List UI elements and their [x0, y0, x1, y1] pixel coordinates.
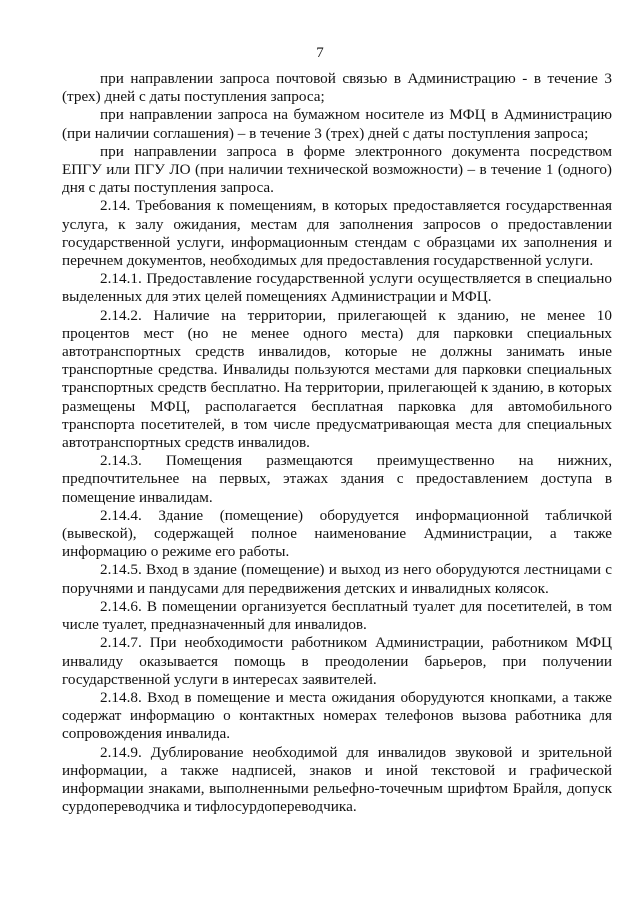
paragraph-2-14-3: 2.14.3. Помещения размещаются преимущественно на нижних, предпочтительнее на первых, этажах здания с предоставлением доступа в помещение инвалидам.: [62, 452, 612, 506]
paragraph-2-14-4: 2.14.4. Здание (помещение) оборудуется информационной табличкой (вывеской), содержащей полное наименование Администрации, а также информацию о режиме его работы.: [62, 506, 612, 561]
page-number: 7: [316, 45, 324, 61]
paragraph-2-14-6: 2.14.6. В помещении организуется бесплатный туалет для посетителей, в том числе туалет, предназначенный для инвалидов.: [62, 597, 612, 634]
paragraph-2-14-premises-requirements: 2.14. Требования к помещениям, в которых предоставляется государственная услуга, к залу ожидания, местам для заполнения запросов о предоставлении государственной услуги, информационным стендам с образцами их заполнения и перечнем документов, необходимых для предоставления государственной услуги.: [62, 197, 612, 270]
paragraph-2-14-5: 2.14.5. Вход в здание (помещение) и выход из него оборудуются лестницами с поручнями и пандусами для передвижения детских и инвалидных колясок.: [62, 561, 612, 597]
paragraph-postal-request: при направлении запроса почтовой связью в Администрацию - в течение 3 (трех) дней с даты поступления запроса;: [62, 70, 612, 106]
paragraph-2-14-9: 2.14.9. Дублирование необходимой для инвалидов звуковой и зрительной информации, а также надписей, знаков и иной текстовой и графической информации знаками, выполненными рельефно-точечным шрифтом Брайля, допуск сурдопереводчика и тифлосурдопереводчика.: [62, 743, 612, 816]
paragraph-2-14-8: 2.14.8. Вход в помещение и места ожидания оборудуются кнопками, а также содержат информацию о контактных номерах телефонов вызова работника для сопровождения инвалида.: [62, 688, 612, 743]
paragraph-2-14-2: 2.14.2. Наличие на территории, прилегающей к зданию, не менее 10 процентов мест (но не менее одного места) для парковки специальных автотранспортных средств инвалидов, которые не должны занимать иные транспортные средства. Инвалиды пользуются местами для парковки специальных транспортных средств бесплатно. На территории, прилегающей к зданию, в которых размещены МФЦ, располагается бесплатная парковка для автомобильного транспорта посетителей, в том числе предусматривающая места для специальных автотранспортных средств инвалидов.: [62, 306, 612, 452]
paragraph-electronic-request: при направлении запроса в форме электронного документа посредством ЕПГУ или ПГУ ЛО (при наличии технической возможности) – в течение 1 (одного) дня с даты поступления запроса.: [62, 142, 612, 197]
document-body: [62, 70, 612, 816]
paragraph-2-14-1: 2.14.1. Предоставление государственной услуги осуществляется в специально выделенных для этих целей помещениях Администрации и МФЦ.: [62, 270, 612, 306]
paragraph-2-14-7: 2.14.7. При необходимости работником Администрации, работником МФЦ инвалиду оказывается помощь в преодолении барьеров, при получении государственной услуги в интересах заявителей.: [62, 634, 612, 688]
paragraph-paper-request-mfc: при направлении запроса на бумажном носителе из МФЦ в Администрацию (при наличии соглашения) – в течение 3 (трех) дней с даты поступления запроса;: [62, 106, 612, 142]
